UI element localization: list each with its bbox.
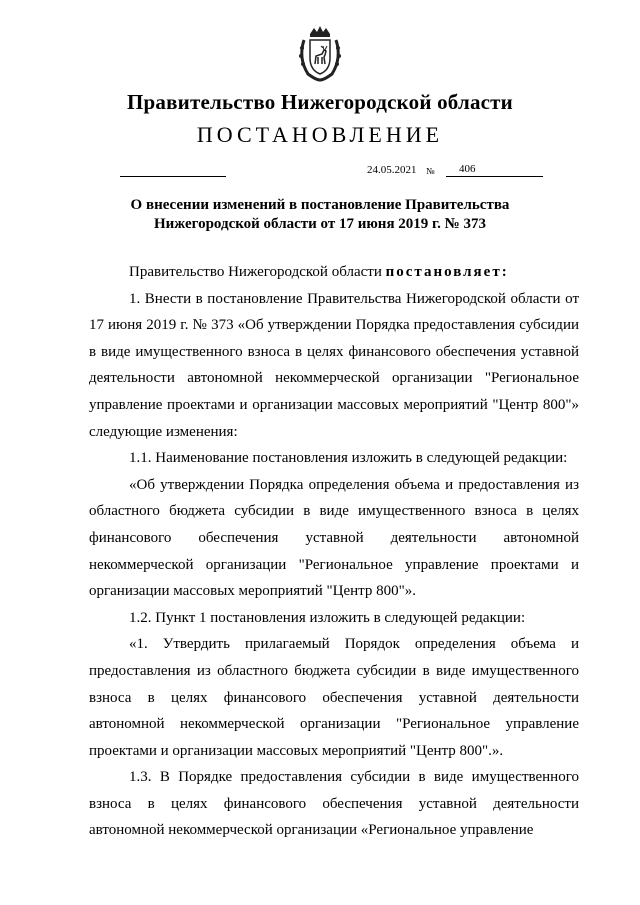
signature-line	[120, 176, 226, 177]
document-subject	[110, 196, 530, 234]
document-date: 24.05.2021	[367, 164, 417, 176]
paragraph-1-1: 1.1. Наименование постановления изложить в следующей редакции:	[129, 450, 568, 467]
number-sign: №	[426, 166, 435, 176]
paragraph-1-2: 1.2. Пункт 1 постановления изложить в следующей редакции:	[129, 609, 526, 626]
document-type-title: ПОСТАНОВЛЕНИЕ	[196, 122, 444, 147]
document-body	[89, 259, 579, 844]
paragraph-1-2-quote: «1. Утвердить прилагаемый Порядок определения объема и предоставления из областного бюджета субсидии в виде имущественного взноса в целях финансового обеспечения уставной деятельности автономной некоммерческой организации "Региональное управление проектами и организации массовых мероприятий "Центр 800".».	[89, 636, 579, 759]
intro-decree-word: постановляет:	[385, 264, 509, 280]
coat-of-arms-emblem	[296, 24, 344, 82]
paragraph-1: 1. Внести в постановление Правительства Нижегородской области от 17 июня 2019 г. № 373 «Об утверждении Порядка предоставления субсидии в виде имущественного взноса в целях финансового обеспечения уставной деятельности автономной некоммерческой организации "Региональное управление проектами и организации массовых мероприятий "Центр 800"» следующие изменения:	[89, 290, 579, 440]
government-title: Правительство Нижегородской области	[127, 90, 513, 114]
paragraph-1-3: 1.3. В Порядке предоставления субсидии в виде имущественного взноса в целях финансового обеспечения уставной деятельности автономной некоммерческой организации «Региональное управление	[89, 769, 579, 839]
document-number: 406	[459, 163, 476, 175]
paragraph-1-1-quote: «Об утверждении Порядка определения объема и предоставления из областного бюджета субсидии в виде имущественного взноса в целях финансового обеспечения уставной деятельности автономной некоммерческой организации "Региональное управление проектами и организации массовых мероприятий "Центр 800"».	[89, 476, 579, 600]
subject-line-2: Нижегородской области от 17 июня 2019 г. № 373	[153, 216, 486, 232]
intro-paragraph	[89, 259, 579, 286]
subject-line-1: О внесении изменений в постановление Правительства	[130, 197, 510, 213]
number-underline	[446, 176, 543, 177]
intro-text: Правительство Нижегородской области	[129, 264, 386, 280]
